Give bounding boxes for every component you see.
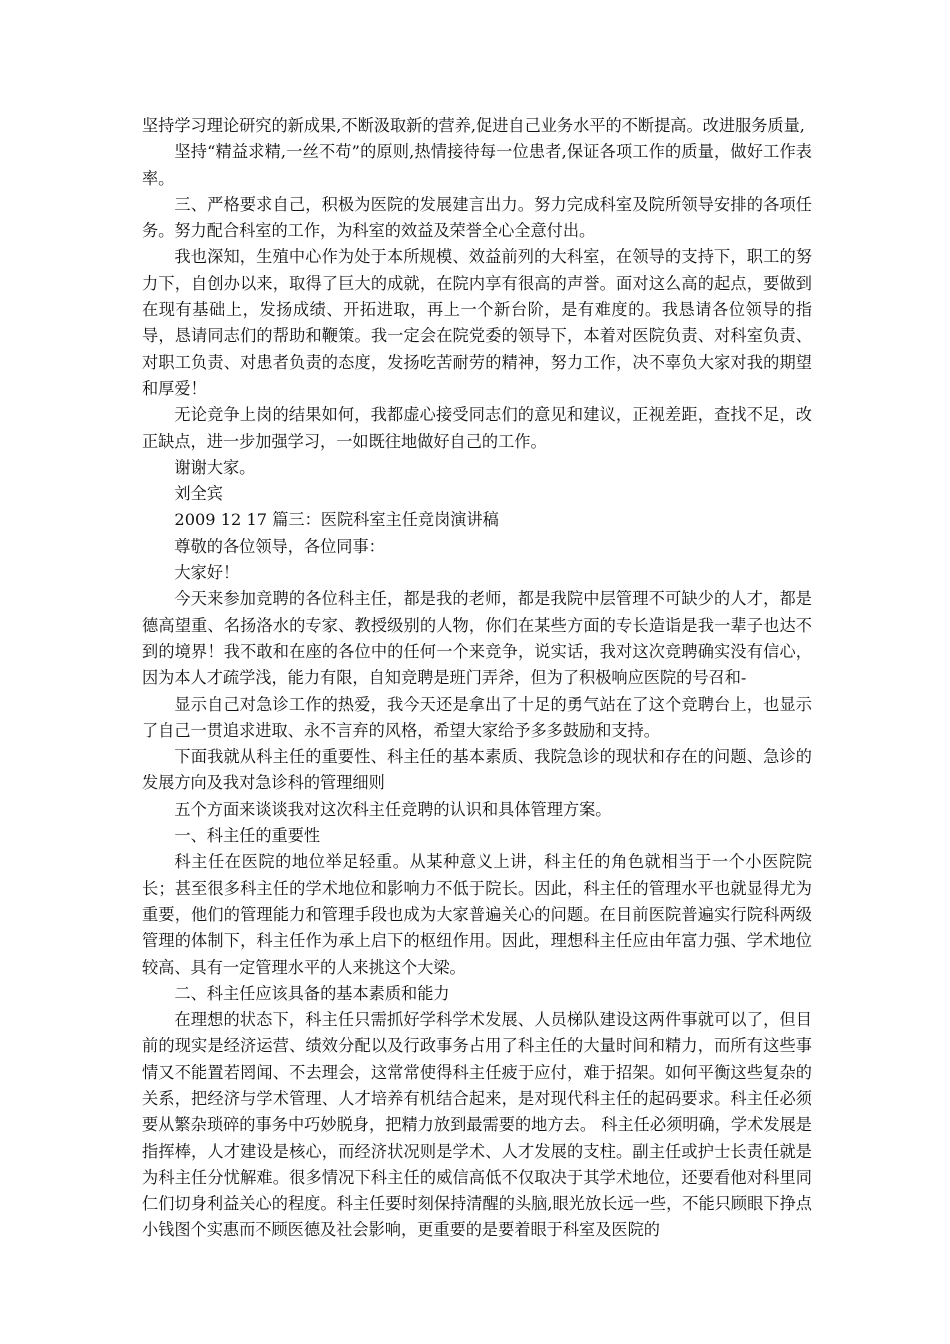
paragraph-strict-requirements: 三、严格要求自己，积极为医院的发展建言出力。努力完成科室及院所领导安排的各项任务。努力配合科室的工作，为科室的效益及荣誉全心全意付出。 [142, 194, 812, 241]
paragraph-regardless-of-result: 无论竞争上岗的结果如何，我都虚心接受同志们的意见和建议，正视差距，查找不足，改正缺点，进一步加强学习，一如既往地做好自己的工作。 [142, 405, 812, 451]
paragraph-service-quality: 坚持学习理论研究的新成果,不断汲取新的营养,促进自己业务水平的不断提高。改进服务质量, [142, 116, 805, 135]
heading-importance: 一、科主任的重要性 [174, 826, 321, 846]
paragraph-outline: 下面我就从科主任的重要性、科主任的基本素质、我院急诊的现状和存在的问题、急诊的发展方向及我对急诊科的管理细则 [142, 747, 812, 793]
heading-qualities: 二、科主任应该具备的基本素质和能力 [174, 983, 450, 1003]
paragraph-principle: 坚持“精益求精,一丝不苟”的原则,热情接待每一位患者,保证各项工作的质量，做好工作表率。 [142, 142, 812, 188]
paragraph-enthusiasm: 显示自己对急诊工作的热爱，我今天还是拿出了十足的勇气站在了这个竞聘台上，也显示了自己一贯追求进取、永不言弃的风格，希望大家给予多多鼓励和支持。 [142, 694, 812, 740]
paragraph-section-heading: 2009 12 17 篇三：医院科室主任竞岗演讲稿 [174, 510, 499, 530]
paragraph-competitors: 今天来参加竞聘的各位科主任，都是我的老师，都是我院中层管理不可缺少的人才，都是德高望重、名扬洛水的专家、教授级别的人物，你们在某些方面的专长造诣是我一辈子也达不到的境界！我不敢和在座的各位中的任何一个来竞争，说实话，我对这次竞聘确实没有信心，因为本人才疏学浅，能力有限，自知竞聘是班门弄斧，但为了积极响应医院的号召和- [142, 589, 812, 688]
paragraph-greeting: 大家好！ [174, 563, 240, 583]
paragraph-qualities: 在理想的状态下，科主任只需抓好学科学术发展、人员梯队建设这两件事就可以了，但目前的现实是经济运营、绩效分配以及行政事务占用了科主任的大量时间和精力，而所有这些事情又不能置若罔闻、不去理会，这常常使得科主任疲于应付，难于招架。如何平衡这些复杂的关系，把经济与学术管理、人才培养有机结合起来，是对现代科主任的起码要求。科主任必须要从繁杂琐碎的事务中巧妙脱身，把精力放到最需要的地方去。 科主任必须明确，学术发展是指挥棒，人才建设是核心，而经济状况则是学术、人才发展的支柱。副主任或护士长责任就是为科主任分忧解难。很多情况下科主任的威信高低不仅取决于其学术地位，还要看他对科里同仁们切身利益关心的程度。科主任要时刻保持清醒的头脑,眼光放长远一些，不能只顾眼下挣点小钱图个实惠而不顾医德及社会影响，更重要的是要着眼于科室及医院的 [142, 1010, 812, 1240]
paragraph-five-aspects: 五个方面来谈谈我对这次科主任竞聘的认识和具体管理方案。 [174, 799, 612, 819]
paragraph-signature-name: 刘全宾 [174, 484, 223, 504]
paragraph-thanks: 谢谢大家。 [174, 457, 256, 477]
paragraph-importance: 科主任在医院的地位举足轻重。从某种意义上讲，科主任的角色就相当于一个小医院院长；甚至很多科主任的学术地位和影响力不低于院长。因此，科主任的管理水平也就显得尤为重要，他们的管理能力和管理手段也成为大家普遍关心的问题。在目前医院普遍实行院科两级管理的体制下，科主任作为承上启下的枢纽作用。因此，理想科主任应由年富力强、学术地位较高、具有一定管理水平的人来挑这个大梁。 [142, 852, 812, 977]
paragraph-reproductive-center: 我也深知，生殖中心作为处于本所规模、效益前列的大科室，在领导的支持下，职工的努力下，自创办以来，取得了巨大的成就，在院内享有很高的声誉。面对这么高的起点，要做到在现有基础上，发扬成绩、开拓进取，再上一个新台阶，是有难度的。我恳请各位领导的指导，恳请同志们的帮助和鞭策。我一定会在院党委的领导下，本着对医院负责、对科室负责、对职工负责、对患者负责的态度，发扬吃苦耐劳的精神，努力工作，决不辜负大家对我的期望和厚爱！ [142, 247, 812, 398]
paragraph-salutation: 尊敬的各位领导，各位同事： [174, 536, 385, 556]
document-page [142, 113, 812, 1244]
